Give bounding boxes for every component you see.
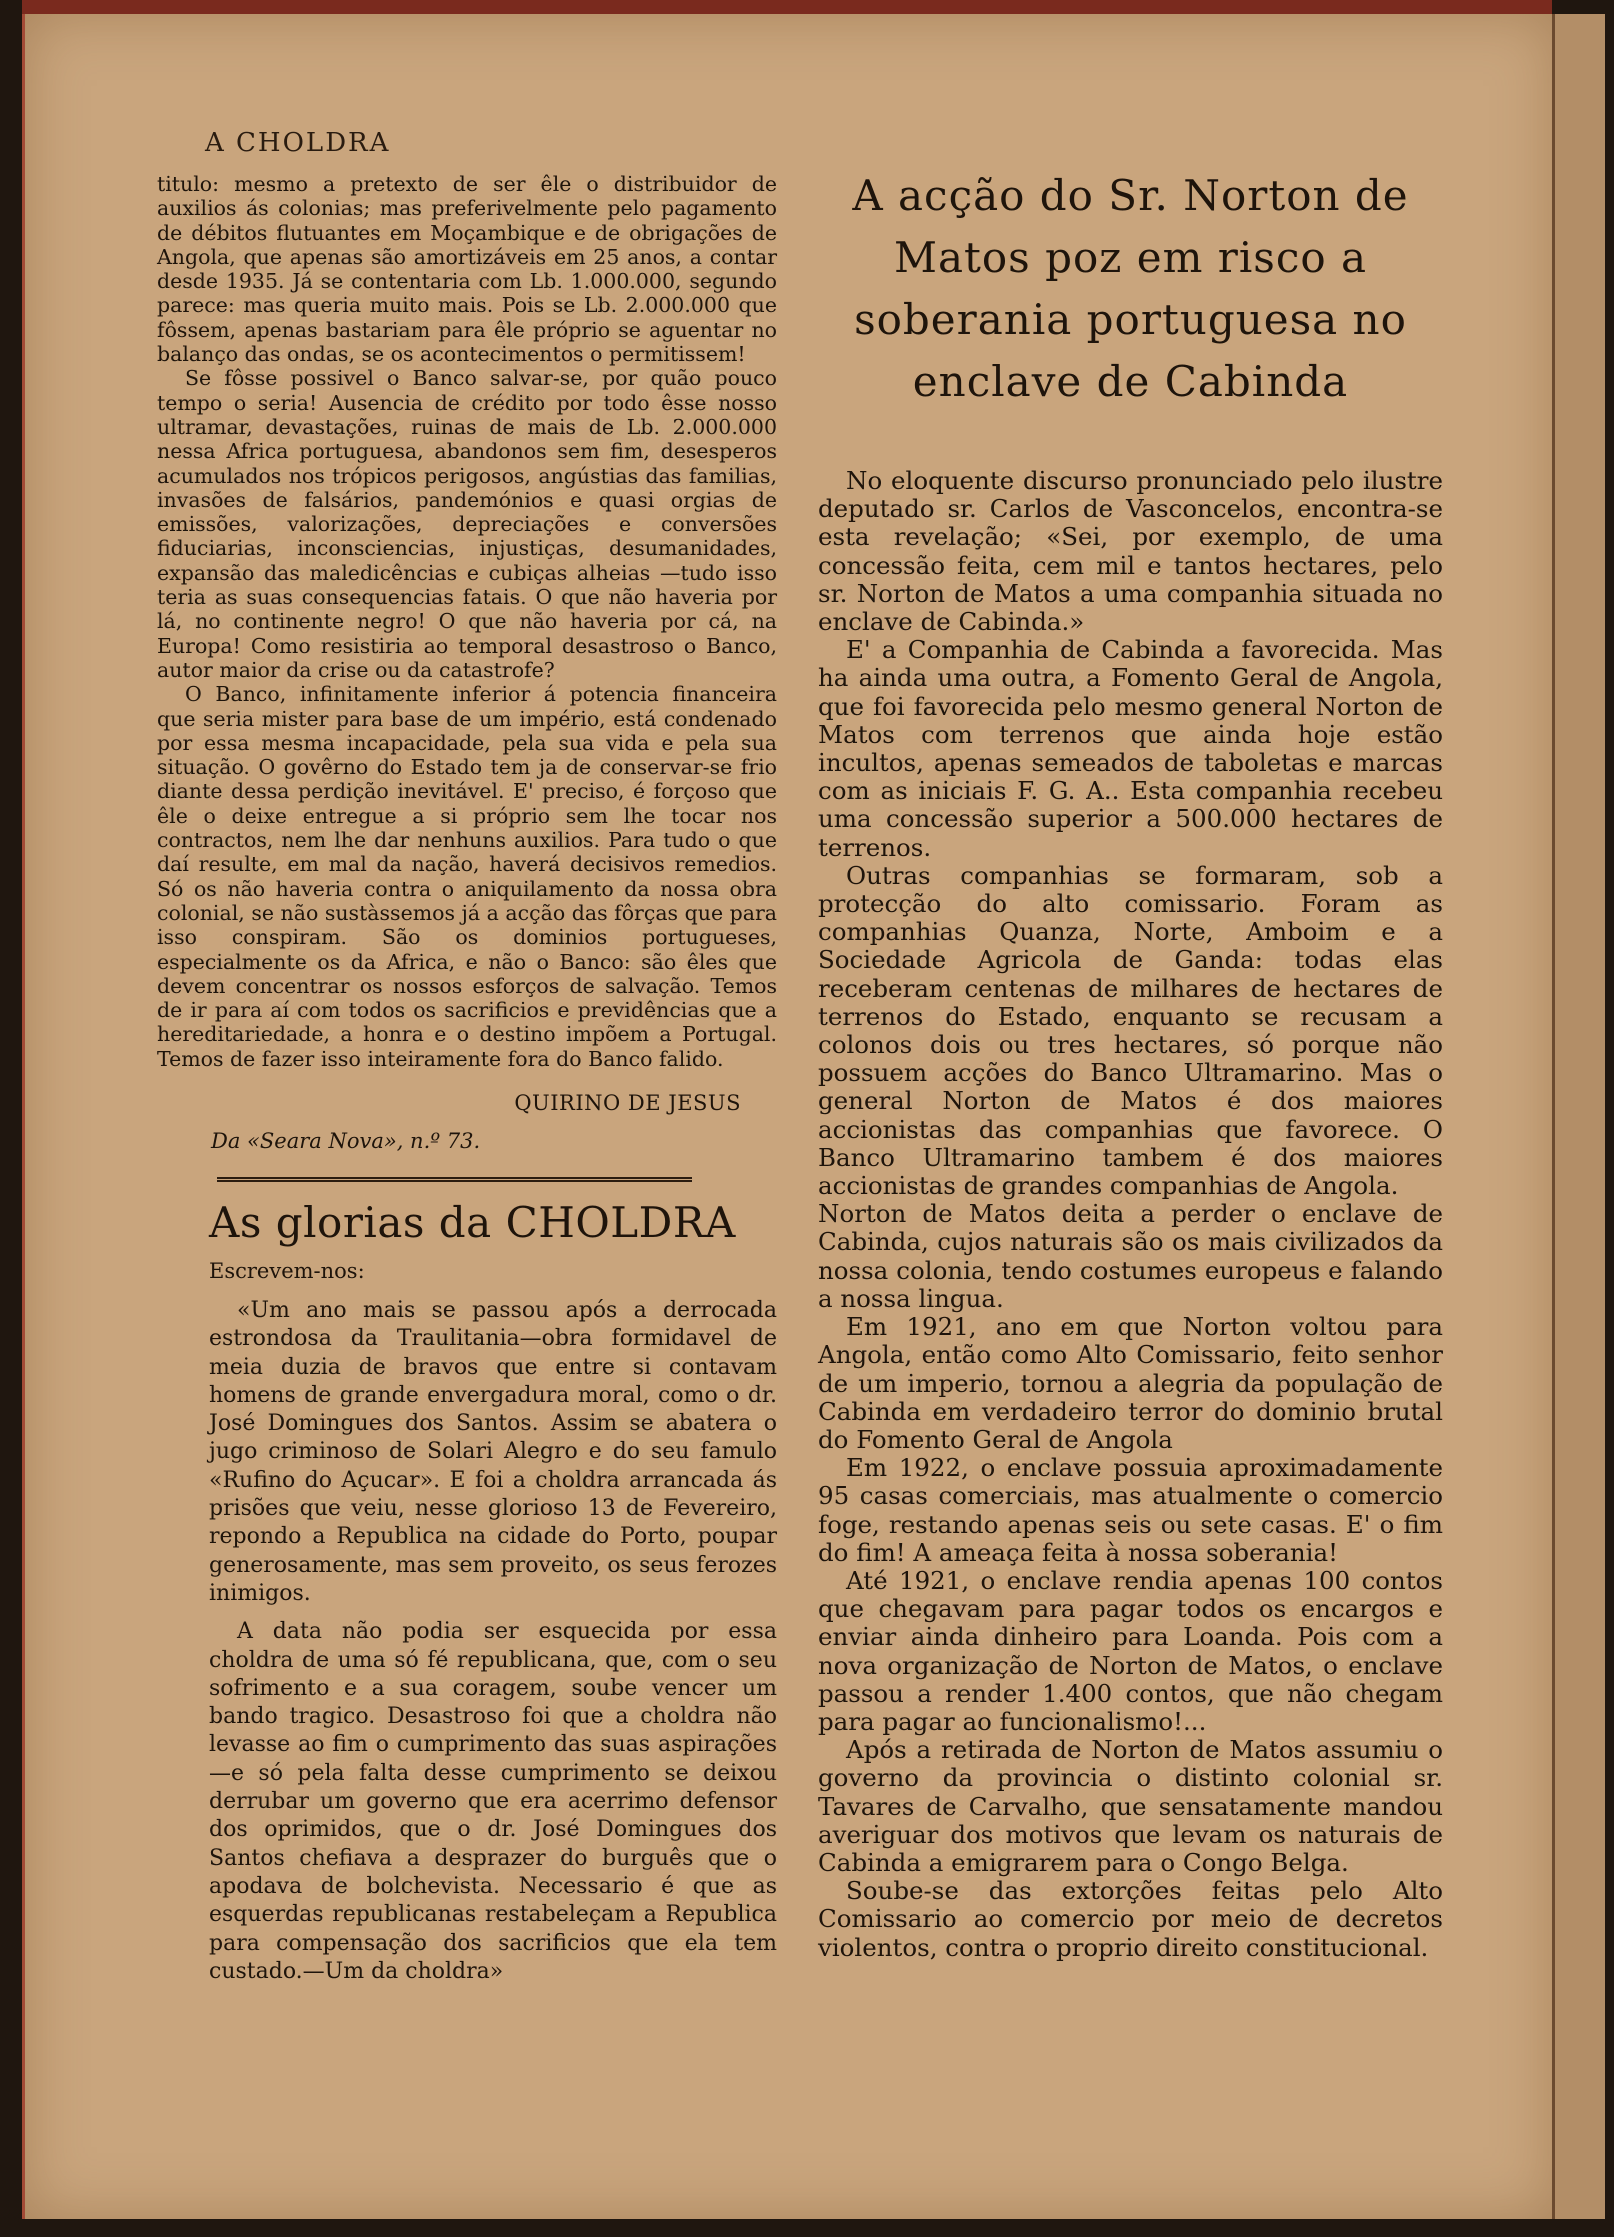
right-paragraph: Até 1921, o enclave rendia apenas 100 contos que chegavam para pagar todos os encargos e enviar ainda dinheiro para Loanda. Pois com a nova organização de Norton de Matos, o enclave passou a render 1.400 contos, que não chegam para pagar ao funcionalismo!... [818, 1565, 1443, 1736]
next-page-edge [1552, 14, 1605, 2219]
right-paragraph: Soube-se das extorções feitas pelo Alto Comissario ao comercio por meio de decretos violentos, contra o proprio direito constitucional. [818, 1876, 1443, 1962]
glorias-paragraph: «Um ano mais se passou após a derrocada estrondosa da Traulitania—obra formidavel de meia duzia de bravos que entre si contavam homens de grande envergadura moral, como o dr. José Domingues dos Santos. Assim se abatera o jugo criminoso de Solari Alegro e do seu famulo «Rufino do Açucar». E foi a choldra arrancada ás prisões que veiu, nesse glorioso 13 de Fevereiro, repondo a Republica na cidade do Porto, poupar generosamente, mas sem proveito, os seus ferozes inimigos. [209, 1297, 777, 1606]
left-paragraph: Se fôsse possivel o Banco salvar-se, por quão pouco tempo o seria! Ausencia de crédito por todo êsse nosso ultramar, devastações, ruinas de mais de Lb. 2.000.000 nessa Africa portuguesa, abandonos sem fim, desesperos acumulados nos trópicos perigosos, angústias das familias, invasões de falsários, pandemónios e quasi orgias de emissões, valorizações, depreciações e conversões fiduciarias, inconsciencias, injustiças, desumanidades, expansão das maledicências e cubiças alheias —tudo isso teria as suas consequencias fatais. O que não haveria por lá, no continente negro! O que não haveria por cá, na Europa! Como resistiria ao temporal desastroso o Banco, autor maior da crise ou da catastrofe? [157, 366, 777, 682]
right-paragraph: Norton de Matos deita a perder o enclave de Cabinda, cujos naturais são os mais civilizados da nossa colonia, tendo costumes europeus e falando a nossa lingua. [818, 1199, 1443, 1313]
right-paragraph: Após a retirada de Norton de Matos assumiu o governo da provincia o distinto colonial sr. Tavares de Carvalho, que sensatamente mandou averiguar dos motivos que levam os naturais de Cabinda a emigrarem para o Congo Belga. [818, 1735, 1443, 1877]
left-paragraph: O Banco, infinitamente inferior á potencia financeira que seria mister para base de um império, está condenado por essa mesma incapacidade, pela sua vida e pela sua situação. O govêrno do Estado tem ja de conservar-se frio diante dessa perdição inevitável. E' preciso, é forçoso que êle o deixe entregue a si próprio sem lhe tocar nos contractos, nem lhe dar nenhuns auxilios. Para tudo o que daí resulte, em mal da nação, haverá decisivos remedios. Só os não haveria contra o aniquilamento da nossa obra colonial, se não sustàssemos já a acção das fôrças que para isso conspiram. São os dominios portugueses, especialmente os da Africa, e não o Banco: são êles que devem concentrar os nossos esforços de salvação. Temos de ir para aí com todos os sacrificios e previdências que a hereditariedade, a honra e o destino impõem a Portugal. Temos de fazer isso inteiramente fora do Banco falido. [157, 682, 777, 1071]
left-column [157, 172, 777, 1986]
glorias-paragraph: A data não podia ser esquecida por essa choldra de uma só fé republicana, que, com o seu sofrimento e a sua coragem, soube vencer um bando tragico. Desastroso foi que a choldra não levasse ao fim o cumprimento das suas aspirações—e só pela falta desse cumprimento se deixou derrubar um governo que era acerrimo defensor dos oprimidos, que o dr. José Domingues dos Santos chefiava a desprazer do burguês que o apodava de bolchevista. Necessario é que as esquerdas republicanas restabeleçam a Republica para compensação dos sacrificios que ela tem custado.—Um da choldra» [209, 1619, 777, 1984]
glorias-title: As glorias da CHOLDRA [209, 1197, 736, 1247]
right-paragraph: Em 1922, o enclave possuia aproximadamente 95 casas comerciais, mas atualmente o comercio foge, restando apenas seis ou sete casas. E' o fim do fim! A ameaça feita à nossa soberania! [818, 1453, 1443, 1567]
right-paragraph: Em 1921, ano em que Norton voltou para Angola, então como Alto Comissario, feito senhor de um imperio, tornou a alegria da população de Cabinda em verdadeiro terror do dominio brutal do Fomento Geral de Angola [818, 1312, 1443, 1454]
glorias-intro: Escrevem-nos: [209, 1258, 365, 1283]
cabinda-headline: A acção do Sr. Norton de Matos poz em risco a soberania portuguesa no enclave de Cabinda [852, 171, 1409, 406]
page-top-edge [22, 0, 1552, 14]
author-signature: QUIRINO DE JESUS [514, 1090, 741, 1115]
right-paragraph: Outras companhias se formaram, sob a protecção do alto comissario. Foram as companhias Quanza, Norte, Amboim e a Sociedade Agricola de Ganda: todas elas receberam centenas de milhares de hectares de terrenos do Estado, enquanto se recusam a colonos dois ou tres hectares, só porque não possuem acções do Banco Ultramarino. Mas o general Norton de Matos é dos maiores accionistas das companhias que favorece. O Banco Ultramarino tambem é dos maiores accionistas de grandes companhias de Angola. [818, 860, 1443, 1201]
running-header: A CHOLDRA [205, 128, 391, 158]
right-column [818, 165, 1443, 1962]
right-paragraph: E' a Companhia de Cabinda a favorecida. Mas ha ainda uma outra, a Fomento Geral de Angola, que foi favorecida pelo mesmo general Norton de Matos com terrenos que ainda hoje estão incultos, apenas semeados de taboletas e marcas com as iniciais F. G. A.. Esta companhia recebeu uma concessão superior a 500.000 hectares de terrenos. [818, 635, 1443, 862]
left-paragraph: titulo: mesmo a pretexto de ser êle o distribuidor de auxilios ás colonias; mas preferivelmente pelo pagamento de débitos flutuantes em Moçambique e de obrigações de Angola, que apenas são amortizáveis em 25 anos, a contar desde 1935. Já se contentaria com Lb. 1.000.000, segundo parece: mas queria muito mais. Pois se Lb. 2.000.000 que fôssem, apenas bastariam para êle próprio se aguentar no balanço das ondas, se os acontecimentos o permitissem! [157, 172, 777, 367]
source-citation: Da «Seara Nova», n.º 73. [211, 1128, 481, 1153]
right-paragraph: No eloquente discurso pronunciado pelo ilustre deputado sr. Carlos de Vasconcelos, encontra-se esta revelação; «Sei, por exemplo, de uma concessão feita, cem mil e tantos hectares, pelo sr. Norton de Matos a uma companhia situada no enclave de Cabinda.» [818, 466, 1443, 637]
section-divider [217, 1177, 692, 1184]
